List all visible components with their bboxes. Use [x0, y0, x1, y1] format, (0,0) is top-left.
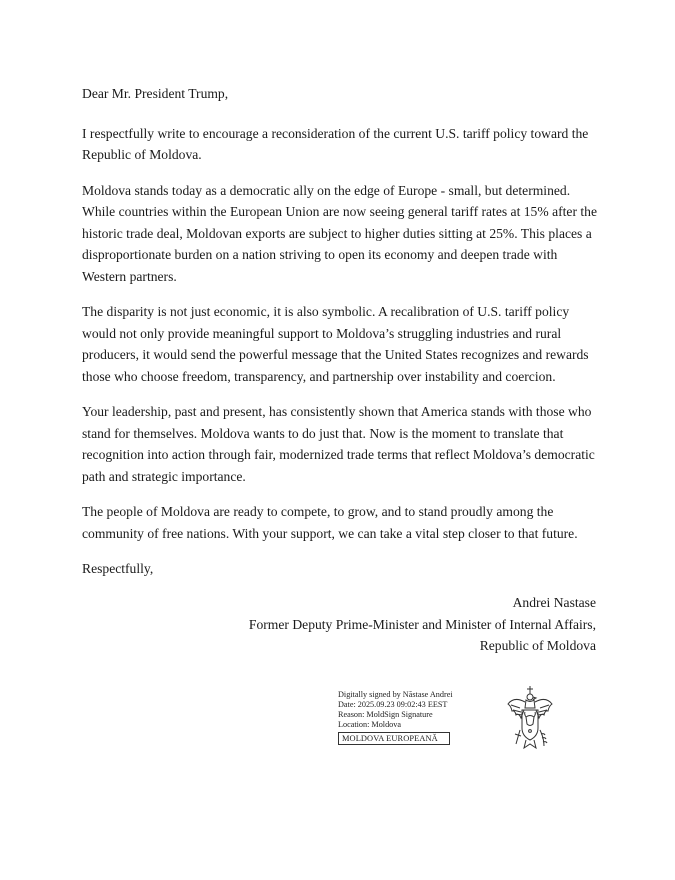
signature-block: [249, 592, 596, 657]
paragraph-2: Moldova stands today as a democratic ally on the edge of Europe - small, but determined. While countries within the European Union are now seeing general tariff rates at 15% after the historic trade deal, Moldovan exports are subject to higher duties sitting at 25%. This places a disproportionate burden on a nation striving to open its economy and deepen trade with Western partners.: [82, 182, 597, 284]
signed-by-line: Digitally signed by Năstase Andrei: [338, 690, 453, 699]
signature-location-line: Location: Moldova: [338, 720, 401, 729]
signatory-country: Republic of Moldova: [479, 638, 596, 653]
paragraph-4: Your leadership, past and present, has consistently shown that America stands with those who stand for themselves. Moldova wants to do just that. Now is the moment to translate that recognition into action through fair, modernized trade terms that reflect Moldova’s democratic path and strategic importance.: [82, 404, 595, 484]
paragraph-1: I respectfully write to encourage a reconsideration of the current U.S. tariff policy toward the Republic of Moldova.: [82, 125, 589, 162]
stamp-label-box: MOLDOVA EUROPEANĂ: [338, 732, 450, 745]
paragraph-3: The disparity is not just economic, it is also symbolic. A recalibration of U.S. tariff policy would not only provide meaningful support to Moldova’s struggling industries and rural producers, it would send the powerful message that the United States recognizes and rewards those who choose freedom, transparency, and partnership over instability and coercion.: [82, 304, 589, 384]
digital-signature-stamp: [338, 690, 453, 745]
signatory-name: Andrei Nastase: [512, 595, 596, 610]
paragraph-5: The people of Moldova are ready to compete, to grow, and to stand proudly among the community of free nations. With your support, we can take a vital step closer to that future.: [82, 504, 578, 541]
signatory-title: Former Deputy Prime-Minister and Minister of Internal Affairs,: [248, 616, 596, 632]
closing: Respectfully,: [82, 561, 154, 576]
signature-date-line: Date: 2025.09.23 09:02:43 EEST: [338, 700, 448, 709]
salutation: Dear Mr. President Trump,: [82, 86, 229, 101]
signature-reason-line: Reason: MoldSign Signature: [338, 710, 433, 719]
letter-body: [82, 83, 597, 580]
moldova-coat-of-arms-icon: [502, 684, 558, 752]
